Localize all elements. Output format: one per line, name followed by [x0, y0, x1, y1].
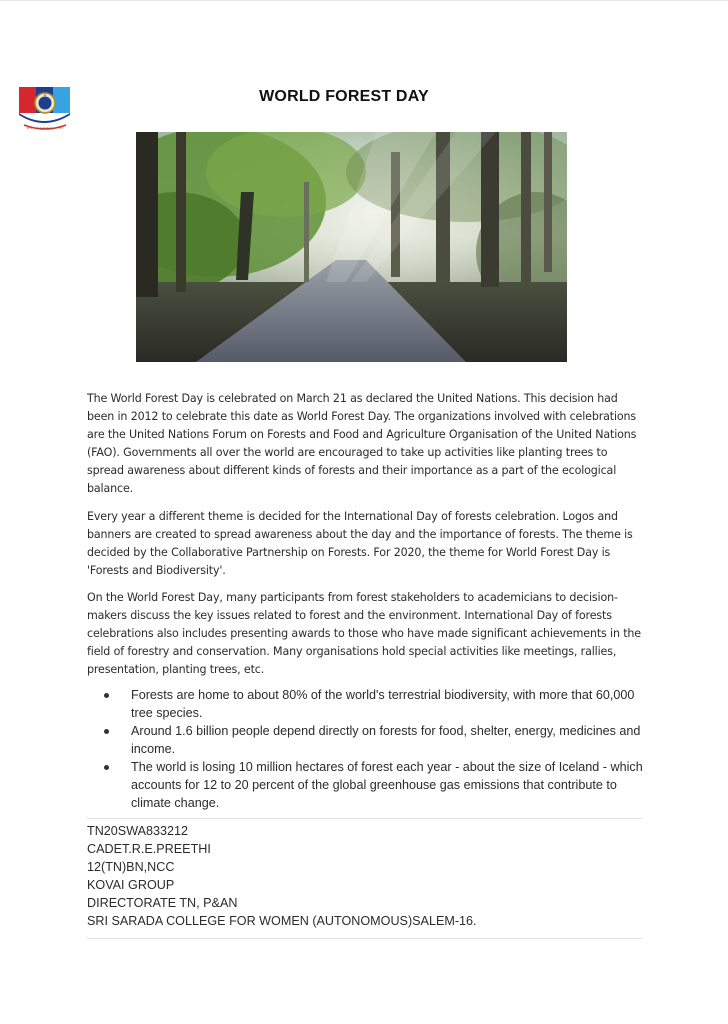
list-item	[104, 722, 644, 758]
top-border	[0, 0, 728, 1]
cadet-name: CADET.R.E.PREETHI	[87, 842, 211, 856]
paragraph-2: Every year a different theme is decided for the International Day of forests celebration. Logos and banners are created to spread awareness about the day and the importance of forests. The theme is decided by the Collaborative Partnership on Forests. For 2020, the theme for World Forest Day is 'Forests and Biodiversity'.	[87, 510, 633, 577]
bullet-icon	[104, 765, 109, 770]
directorate: DIRECTORATE TN, P&AN	[87, 896, 238, 910]
page-title: WORLD FOREST DAY	[259, 88, 429, 105]
list-item	[104, 686, 644, 722]
paragraph-1: The World Forest Day is celebrated on March 21 as declared the United Nations. This decision had been in 2012 to celebrate this date as World Forest Day. The organizations involved with celebrations are the United Nations Forum on Forests and Food and Agriculture Organisation of the United Nations (FAO). Governments all over the world are encouraged to take up activities like planting trees to spread awareness about different kinds of forests and their importance as a part of the ecological balance.	[87, 392, 637, 495]
divider-top	[87, 818, 642, 819]
bullet-icon	[104, 693, 109, 698]
battalion: 12(TN)BN,NCC	[87, 860, 175, 874]
list-item-text: Forests are home to about 80% of the world's terrestrial biodiversity, with more that 60,000 tree species.	[131, 688, 635, 720]
paragraph-3: On the World Forest Day, many participants from forest stakeholders to academicians to decision-makers discuss the key issues related to forest and the environment. International Day of forests celebrations also includes presenting awards to those who have made significant achievements in the field of forestry and conservation. Many organisations hold special activities like meetings, rallies, presentation, planting trees, etc.	[87, 591, 641, 676]
list-item-text: The world is losing 10 million hectares of forest each year - about the size of Iceland - which accounts for 12 to 20 percent of the global greenhouse gas emissions that contribute to climate change.	[131, 760, 643, 810]
cadet-id: TN20SWA833212	[87, 824, 189, 838]
author-details	[87, 822, 647, 930]
list-item	[104, 758, 644, 812]
divider-bottom	[87, 938, 642, 939]
facts-list	[104, 686, 644, 812]
bullet-icon	[104, 729, 109, 734]
forest-road-photo	[136, 132, 567, 362]
list-item-text: Around 1.6 billion people depend directly on forests for food, shelter, energy, medicines and income.	[131, 724, 641, 756]
college: SRI SARADA COLLEGE FOR WOMEN (AUTONOMOUS)SALEM-16.	[87, 914, 477, 928]
group: KOVAI GROUP	[87, 878, 175, 892]
